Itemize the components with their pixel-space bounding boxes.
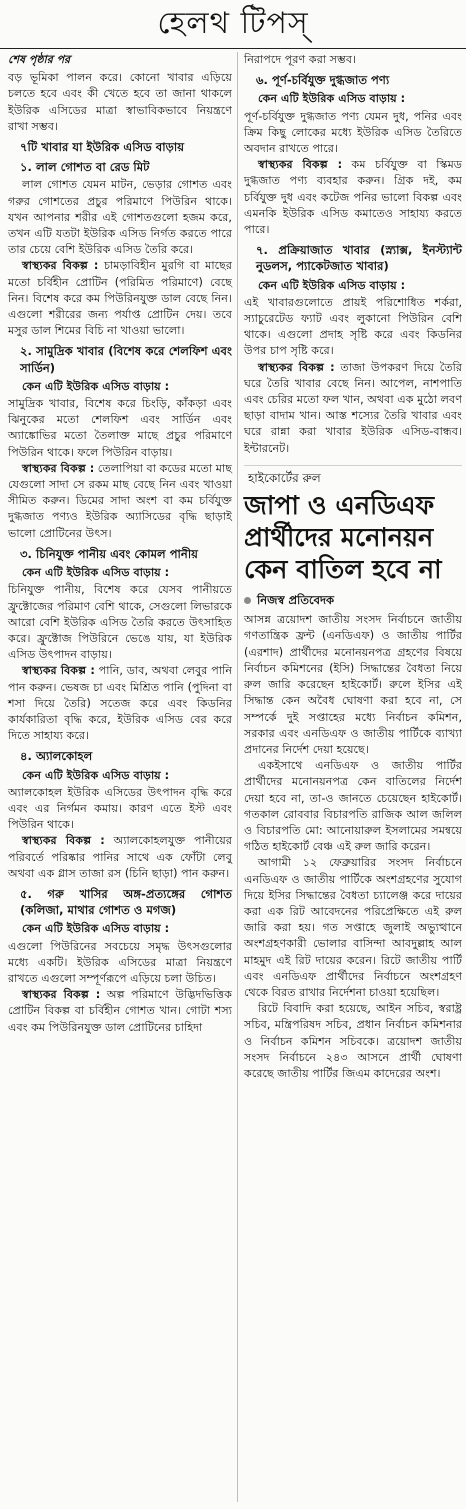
item-2-heading: ২. সামুদ্রিক খাবার (বিশেষ করে শেলফিশ এবং সার্ডিন) (20, 344, 232, 375)
bullet-icon (244, 597, 251, 604)
item-3-heading: ৩. চিনিযুক্ত পানীয় এবং কোমল পানীয় (20, 546, 198, 561)
alt-label: স্বাস্থ্যকর বিকল্প : (258, 360, 335, 374)
item-5-text: এগুলো পিউরিনের সবচেয়ে সমৃদ্ধ উৎসগুলোর মধ্যে একটি। ইউরিক এসিডের মাত্রা নিয়ন্ত্রণে রাখতে এগুলো সম্পূর্ণরূপে এড়িয়ে চলা উচিত। (8, 939, 232, 985)
alt-label: স্বাস্থ্যকর বিকল্প : (22, 834, 105, 848)
alt-label: স্বাস্থ্যকর বিকল্প : (22, 988, 101, 1002)
news-paragraph-4: রিটে বিবাদি করা হয়েছে, আইন সচিব, স্বরাষ্ট্র সচিব, মন্ত্রিপরিষদ সচিব, প্রধান নির্বাচন কমিশনার ও নির্বাচন কমিশন সচিবকে। ত্রয়োদশ জাতীয় সংসদ নির্বাচনে ২৪৩ আসনে প্রার্থী ঘোষণা করেছে জাতীয় পার্টির জিএম কাদেরের অংশ। (244, 1002, 462, 1080)
item-3-text: চিনিযুক্ত পানীয়, বিশেষ করে যেসব পানীয়তে ফ্রুক্টোজের পরিমাণ বেশি থাকে, সেগুলো লিভারকে আরো বেশি ইউরিক এসিড তৈরি করতে উৎসাহিত করে। ফ্রুক্টোজ পিউরিনে ভেঙে যায়, যা ইউরিক এসিড উৎপাদন বাড়ায়। (8, 583, 232, 662)
item-7-alternative (244, 360, 462, 457)
item-6-text: পূর্ণ-চর্বিযুক্ত দুগ্ধজাত পণ্য যেমন দুধ, পনির এবং ক্রিম কিছু লোকের মধ্যে ইউরিক এসিড তৈরিতে অবদান রাখতে পারে। (244, 109, 462, 156)
item-1-heading: ১. লাল গোশত বা রেড মিট (20, 160, 150, 175)
item-5-alternative (8, 987, 232, 1036)
item-2-alternative (8, 461, 232, 542)
continued-note: শেষ পৃষ্ঠার পর (8, 53, 71, 66)
news-paragraph-1: আসন্ন ত্রয়োদশ জাতীয় সংসদ নির্বাচনে জাতীয় গণতান্ত্রিক ফ্রন্ট (এনডিএফ) ও জাতীয় পার্টির (এরশাদ) প্রার্থীদের মনোনয়নপত্র গ্রহণের বিষয়ে নির্বাচন কমিশনের (ইসি) সিদ্ধান্তের বৈধতা নিয়ে রুল জারি করেছেন হাইকোর্ট। রুলে ইসির এই সিদ্ধান্ত কেন অবৈধ ঘোষণা করা হবে না, সে সম্পর্কে দুই সপ্তাহের মধ্যে নির্বাচন কমিশন, সরকার এবং এনডিএফ ও জাতীয় পার্টিকে ব্যাখ্যা প্রদানের নির্দেশ দেয়া হয়েছে। (244, 613, 462, 756)
news-kicker: হাইকোর্টের রুল (248, 470, 321, 485)
alt-text: অল্প পরিমাণে উদ্ভিদভিত্তিক প্রোটিন বিকল্প বা চর্বিহীন গোশত খান। গোটা শস্য এবং কম পিউরিনযুক্ত ডাল প্রোটিনের চাহিদা (8, 988, 233, 1034)
list-heading: ৭টি খাবার যা ইউরিক এসিড বাড়ায় (20, 140, 185, 155)
news-headline: জাপা ও এনডিএফ প্রার্থীদের মনোনয়ন কেন বাতিল হবে না (244, 491, 442, 586)
item-2-text: সামুদ্রিক খাবার, বিশেষ করে চিংড়ি, কাঁকড়া এবং ঝিনুকের মতো শেলফিশ এবং সার্ডিন এবং অ্যাঙ্কোভির মতো তৈলাক্ত মাছে প্রচুর পরিমাণে পিউরিন থাকে। ফলে পিউরিন বাড়ায়। (8, 397, 232, 459)
item-1-alternative (8, 258, 232, 339)
item-3-alternative (8, 663, 232, 744)
item-6-heading: ৬. পূর্ণ-চর্বিযুক্ত দুগ্ধজাত পণ্য (256, 73, 390, 88)
item-2-why: কেন এটি ইউরিক এসিড বাড়ায় : (22, 379, 170, 393)
item-6-alternative (244, 157, 462, 238)
item-7-heading: ৭. প্রক্রিয়াজাত খাবার (স্ন্যাক্স, ইনস্ট্যান্ট নুডলস, প্যাকেটজাত খাবার) (256, 243, 462, 274)
continued-paragraph: নিরাপদে পূরণ করা সম্ভব। (244, 53, 357, 66)
health-tips-column-right (244, 52, 462, 1082)
item-4-text: অ্যালকোহল ইউরিক এসিডের উৎপাদন বৃদ্ধি করে এবং এর নির্গমন কমায়। কারণ এতে ইস্ট এবং পিউরিন থাকে। (8, 785, 232, 832)
alt-label: স্বাস্থ্যকর বিকল্প : (22, 259, 99, 273)
section-title: হেলথ টিপস্ (157, 5, 309, 41)
byline-text: নিজস্ব প্রতিবেদক (257, 593, 335, 608)
alt-text: তাজা উপকরণ দিয়ে তৈরি ঘরে তৈরি খাবার বেছে নিন। আপেল, নাশপাতি এবং চেরির মতো ফল খান, অথবা এক মুঠো লবণ ছাড়া বাদাম খান। আস্ত শস্যের তৈরি খাবার এবং ঘরে রান্না করা খাবার ইউরিক এসিড-বান্ধব। ইন্টারনেট। (244, 360, 463, 455)
alt-text: কম চর্বিযুক্ত বা স্কিমড দুগ্ধজাত পণ্য ব্যবহার করুন। গ্রিক দই, কম চর্বিযুক্ত দুধ এবং কটেজ পনির ভালো বিকল্প এবং এমনকি ইউরিক এসিড কমাতেও সাহায্য করতে পারে। (244, 158, 463, 237)
alt-label: স্বাস্থ্যকর বিকল্প : (258, 158, 343, 172)
item-4-alternative (8, 833, 232, 882)
column-divider (237, 52, 238, 1502)
item-1-text: লাল গোশত যেমন মাটন, ভেড়ার গোশত এবং গরুর গোশতের প্রচুর পরিমাণে পিউরিন থাকে। যখন আপনার শরীর এই গোশতগুলো হজম করে, তখন এটি যতটা ইউরিক এসিড নির্গত করতে পারে তার চেয়ে বেশি ইউরিক এসিড তৈরি করে। (8, 178, 232, 257)
item-4-why: কেন এটি ইউরিক এসিড বাড়ায় : (22, 768, 170, 782)
item-5-why: কেন এটি ইউরিক এসিড বাড়ায় : (22, 922, 170, 936)
intro-paragraph: বড় ভূমিকা পালন করে। কোনো খাবার এড়িয়ে চলতে হবে এবং কী খেতে হবে তা জানা থাকলে ইউরিক এসিডের মাত্রা স্বাভাবিকভাবে নিয়ন্ত্রণে রাখা সম্ভব। (8, 71, 232, 133)
alt-label: স্বাস্থ্যকর বিকল্প : (22, 664, 95, 678)
item-3-why: কেন এটি ইউরিক এসিড বাড়ায় : (22, 566, 170, 580)
byline (244, 592, 462, 608)
alt-text: তেলাপিয়া বা কডের মতো মাছ যেগুলো সাদা সে রকম মাছ বেছে নিন এবং খাওয়া সীমিত করুন। ডিমের সাদা অংশ বা কম চর্বিযুক্ত দুগ্ধজাত পণ্যও ইউরিক অ্যাসিডের বৃদ্ধি ছাড়াই ভালো প্রোটিনের উৎস। (8, 461, 233, 540)
item-7-why: কেন এটি ইউরিক এসিড বাড়ায় : (258, 278, 406, 292)
health-tips-column-left (8, 52, 232, 1036)
alt-text: পানি, ডাব, অথবা লেবুর পানি পান করুন। ভেষজ চা এবং মিশ্রিত পানি (পুদিনা বা শসা দিয়ে তৈরি) সতেজ করে এবং কিডনির কার্যকারিতা বৃদ্ধি করে, ইউরিক এসিড বের করে দিতে সাহায্য করে। (8, 664, 232, 743)
masthead (0, 0, 466, 49)
alt-text: অ্যালকোহলযুক্ত পানীয়ের পরিবর্তে পরিষ্কার পানির সাথে এক ফোঁটা লেবু অথবা এক গ্লাস তাজা রস (চিনি ছাড়া) পান করুন। (8, 834, 232, 880)
item-6-why: কেন এটি ইউরিক এসিড বাড়ায় : (258, 92, 406, 106)
news-paragraph-3: আগামী ১২ ফেব্রুয়ারির সংসদ নির্বাচনে এনডিএফ ও জাতীয় পার্টিকে অংশগ্রহণের সুযোগ দিয়ে ইসির সিদ্ধান্তের বৈধতা চ্যালেঞ্জ করে দায়ের করা এক রিট আবেদনের পরিপ্রেক্ষিতে এই রুল জারি করা হয়। গত সপ্তাহে জুলাই অভ্যুত্থানে অংশগ্রহণকারী ভোলার বাসিন্দা আবদুল্লাহ আল মাহমুদ এই রিট দায়ের করেন। রিটে জাতীয় পার্টি এবং এনডিএফ প্রার্থীদের নির্বাচনে অংশগ্রহণ থেকে বিরত রাখার নির্দেশনা চাওয়া হয়েছিল। (244, 856, 462, 999)
item-5-heading: ৫. গরু খাসির অঙ্গ-প্রত্যঙ্গের গোশত (কলিজা, মাথার গোশত ও মগজ) (20, 886, 232, 918)
item-7-text: এই খাবারগুলোতে প্রায়ই পরিশোধিত শর্করা, স্যাচুরেটেড ফ্যাট এবং লুকানো পিউরিন বেশি থাকে। এগুলো প্রদাহ সৃষ্টি করে এবং কিডনির উপর চাপ সৃষ্টি করে। (244, 295, 462, 358)
article-separator (244, 465, 462, 466)
alt-text: চামড়াবিহীন মুরগি বা মাছের মতো চর্বিহীন প্রোটিন (পরিমিত পরিমাণে) বেছে নিন। বিশেষ করে কম পিউরিনযুক্ত ডাল বেছে নিন। এগুলো শরীরের জন্য পর্যাপ্ত প্রোটিন দেয়। তবে মসুর ডাল শিমের বিচি না খাওয়া ভালো। (8, 259, 232, 338)
item-4-heading: ৪. অ্যালকোহল (20, 749, 93, 764)
alt-label: স্বাস্থ্যকর বিকল্প : (22, 461, 95, 475)
news-paragraph-2: একইসাথে এনডিএফ ও জাতীয় পার্টির প্রার্থীদের মনোনয়নপত্র কেন বাতিলের নির্দেশ দেয়া হবে না, তা-ও জানতে চেয়েছেন হাইকোর্ট। গতকাল রোববার বিচারপতি রাজিক আল জলিল ও বিচারপতি মো: আনোয়ারুল ইসলামের সমন্বয়ে গঠিত হাইকোর্ট বেঞ্চ এই রুল জারি করেন। (244, 759, 462, 854)
